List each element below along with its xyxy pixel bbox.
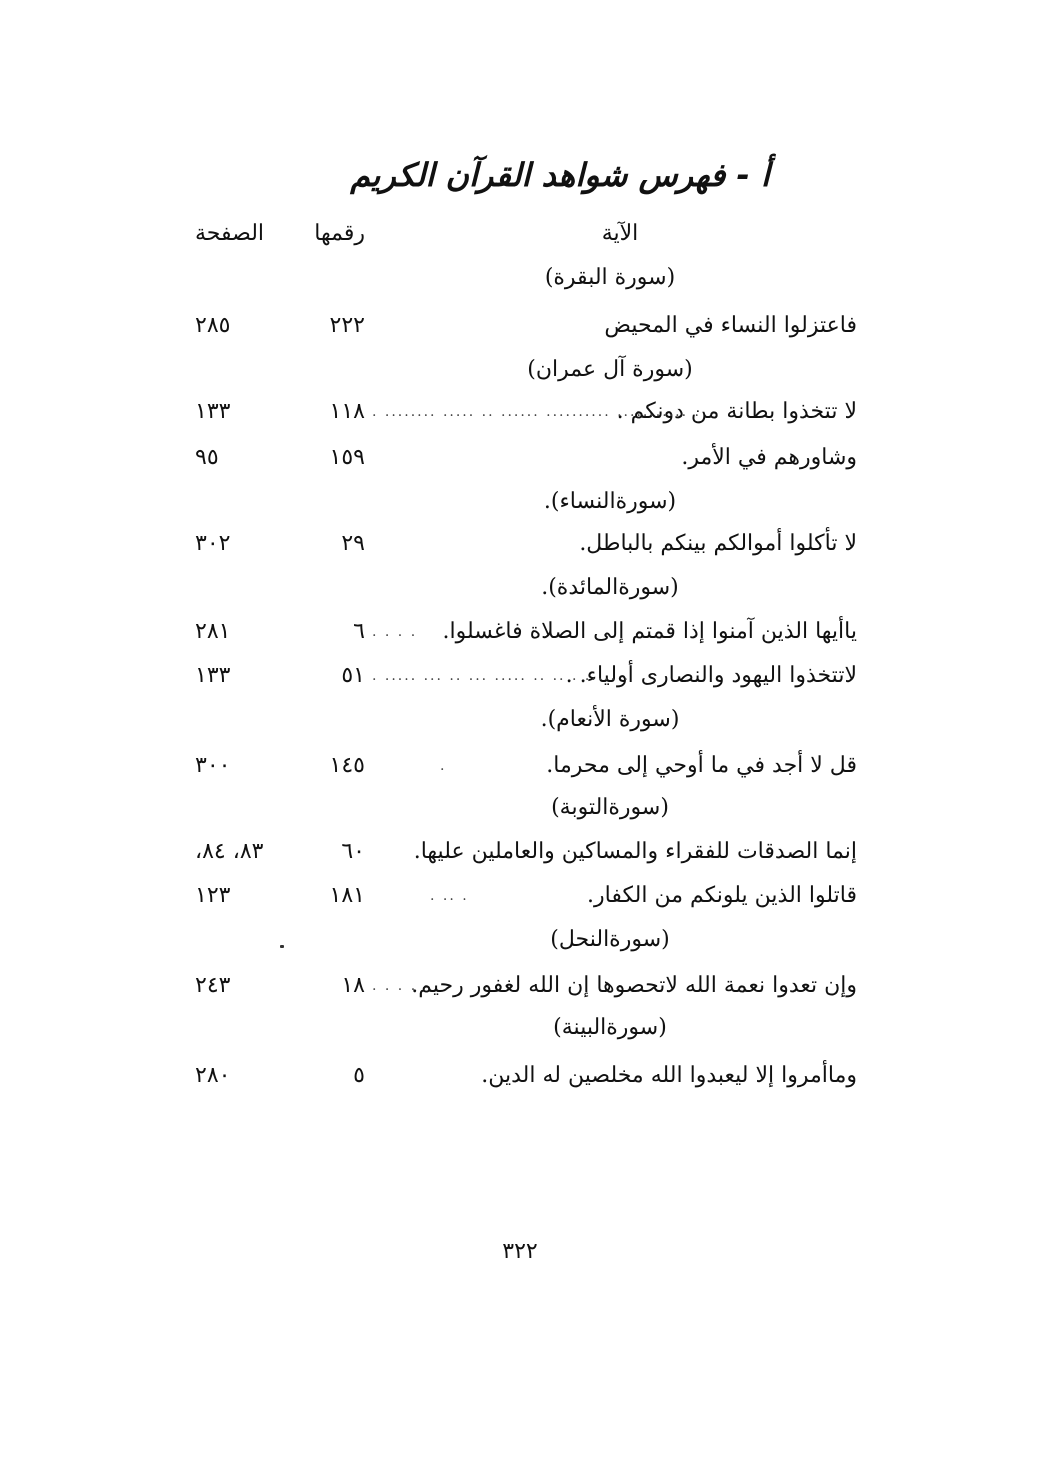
- ayah-text: لا تتخذوا بطانة من دونكم .: [616, 399, 857, 424]
- surah-heading-imran: [0, 348, 1037, 392]
- table-row: [0, 390, 1037, 434]
- ayah-number: ١٥٩: [329, 445, 365, 470]
- leader-dots: . .. .: [430, 888, 469, 904]
- surah-label: (سورة آل عمران): [527, 357, 693, 382]
- page-ref: ٢٤٣: [195, 973, 231, 998]
- page-title: أ - فهرس شواهد القرآن الكريم: [350, 156, 770, 194]
- header-ayah: الآية: [601, 221, 639, 246]
- table-row: [0, 304, 1037, 348]
- page-ref: ١٢٣: [195, 883, 231, 908]
- header-page: الصفحة: [195, 221, 265, 246]
- page-ref: ٢٨٠: [195, 1063, 231, 1088]
- surah-heading-nisa: [0, 480, 1037, 524]
- ayah-text: ياأيها الذين آمنوا إذا قمتم إلى الصلاة فاغسلوا.: [442, 619, 857, 644]
- table-row: [0, 874, 1037, 918]
- ayah-text: وماأمروا إلا ليعبدوا الله مخلصين له الدين.: [481, 1063, 857, 1088]
- leader-dots: . ..... ... .. ... ..... .. .. . ..... .: [372, 668, 631, 684]
- ayah-number: ٦: [353, 619, 365, 644]
- ayah-text: وإن تعدوا نعمة الله لاتحصوها إن الله لغفور رحيم.: [411, 973, 857, 998]
- table-row: [0, 522, 1037, 566]
- surah-label: (سورةالنحل): [550, 927, 670, 952]
- table-row: [0, 654, 1037, 698]
- page-ref: ١٣٣: [195, 399, 231, 424]
- ayah-number: ١١٨: [329, 399, 365, 424]
- page-ref: ٨٣، ٨٤،: [195, 839, 264, 864]
- page-ref: ٢٨١: [195, 619, 231, 644]
- page-ref: ٣٠٠: [195, 753, 231, 778]
- ayah-text: قل لا أجد في ما أوحي إلى محرما.: [546, 753, 857, 778]
- table-row: [0, 830, 1037, 874]
- surah-label: (سورة الأنعام).: [540, 707, 680, 732]
- ayah-text: وشاورهم في الأمر.: [681, 445, 857, 470]
- ayah-text: فاعتزلوا النساء في المحيض: [604, 313, 857, 338]
- surah-label: (سورةالمائدة).: [541, 575, 679, 600]
- ayah-number: ٥١: [341, 663, 365, 688]
- stray-ink-mark: [280, 945, 284, 948]
- surah-heading-bayyina: [0, 1006, 1037, 1050]
- table-row: [0, 610, 1037, 654]
- surah-heading-maida: [0, 566, 1037, 610]
- leader-dots: . . . .: [372, 978, 418, 994]
- ayah-text: لا تأكلوا أموالكم بينكم بالباطل.: [579, 531, 857, 556]
- ayah-text: لاتتخذوا اليهود والنصارى أولياء. .: [565, 663, 857, 688]
- ayah-number: ١٨: [341, 973, 365, 998]
- surah-label: (سورةالنساء).: [543, 489, 677, 514]
- header-number: رقمها: [314, 221, 365, 246]
- ayah-number: ٦٠: [341, 839, 365, 864]
- leader-dots: .: [440, 758, 447, 774]
- leader-dots: . . . .: [372, 624, 418, 640]
- leader-dots: . ........ ..... .. ...... .......... ........... .: [372, 404, 701, 420]
- ayah-number: ٥: [353, 1063, 365, 1088]
- column-header-row: [0, 212, 1037, 256]
- page-ref: ١٣٣: [195, 663, 231, 688]
- ayah-number: ١٨١: [329, 883, 365, 908]
- table-row: [0, 744, 1037, 788]
- surah-label: (سورةالتوبة): [551, 795, 669, 820]
- page-ref: ٢٨٥: [195, 313, 231, 338]
- ayah-number: ٢٩: [341, 531, 365, 556]
- table-row: [0, 1054, 1037, 1098]
- table-row: [0, 964, 1037, 1008]
- surah-label: (سورةالبينة): [553, 1015, 667, 1040]
- surah-label: (سورة البقرة): [544, 265, 676, 290]
- surah-heading-baqara: [0, 256, 1037, 300]
- surah-heading-tawba: [0, 786, 1037, 830]
- page-number: ٣٢٢: [502, 1239, 538, 1264]
- table-row: [0, 436, 1037, 480]
- ayah-number: ٢٢٢: [329, 313, 365, 338]
- surah-heading-nahl: [0, 918, 1037, 962]
- ayah-number: ١٤٥: [329, 753, 365, 778]
- ayah-text: إنما الصدقات للفقراء والمساكين والعاملين عليها.: [413, 839, 857, 864]
- page-ref: ٩٥: [195, 445, 219, 470]
- surah-heading-anam: [0, 698, 1037, 742]
- ayah-text: قاتلوا الذين يلونكم من الكفار.: [587, 883, 857, 908]
- page-ref: ٣٠٢: [195, 531, 231, 556]
